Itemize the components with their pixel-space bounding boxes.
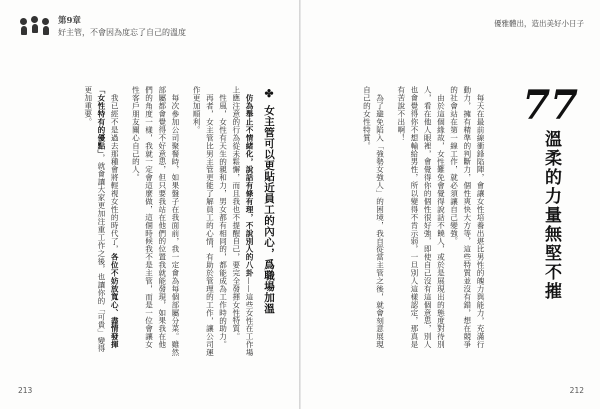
paragraph: 由於這個緣故，女性難免會覺得說話不饒人，或於是展現出的態度對待別人，看在他人眼裡，會覺得你的個性很好強，即使自己沒有這個意思，別人也會覺得你不想輸給男性，所以變得不肯示弱，一旦別人這樣認定，那真是有苦說不出啊！ xyxy=(396,86,446,349)
paragraph: 性風，女性有天生的親和力，男女都有相同的，都能成為工作時的助力。 xyxy=(218,93,228,348)
essay-title: 溫柔的力量無堅不摧 xyxy=(541,130,561,301)
essay-number: 77 xyxy=(522,82,578,129)
paragraph: 仿為舉止不情緒化，說話有條有理，不說別人的八卦——這些女性在工作場上應注意的行為從未鬆懈，而且我也不提醒自己，要完全發揮女性特質。 xyxy=(231,86,254,356)
left-page-header xyxy=(18,16,186,42)
paragraph: 再者，女主管比男主管更能了解員工的心情，有助於管理的工作，讓公司運作更加順利。 xyxy=(192,86,215,356)
right-page xyxy=(301,0,600,409)
paragraph: 為了避免陷入「強勢女強人」的困境，我自從當主管之後，就會刻意展現自己的女性特質。 xyxy=(362,86,385,348)
right-page-header: 優雅體出，造出美好小日子 xyxy=(494,19,584,28)
left-page-body xyxy=(28,86,256,356)
chapter-label: 第9章 xyxy=(58,16,81,26)
page-number-left: 213 xyxy=(18,386,33,395)
paragraph: 每次參加公司聚餐時，如果盤子在我面前，我一定會為每個部屬分菜。雖然部屬都會覺得不好意思，但只要我站在他們的位置我就能發現，如果我在他們的角度一樣，我就一定會這麼做，這個時候我不是主管，而是一位會讓女性客戶朋友關心自己的人。 xyxy=(131,86,180,356)
paragraph: 每天在最前線衝鋒陷陣，會讓女性培養出堪比男性的魄力與能力，充滿行動力，擁有精準的判斷力，個性爽快大方等，這些特質並沒有錯，想在競爭的社會站在第一線工作，就必須讓自己變強。 xyxy=(449,86,485,349)
section-heading: ✤ 女主管可以更貼近員工的內心，爲職場加溫 xyxy=(263,88,275,314)
chapter-figures-icon xyxy=(18,16,52,42)
right-page-body xyxy=(319,86,487,351)
left-page xyxy=(0,0,299,409)
chapter-subtitle: 好主管，不會因為度忘了自己的溫度 xyxy=(58,28,186,37)
paragraph: 我已經不是過去那種會將輕視女性的時代了，各位不妨放寬心、盡情發揮「女性特有的優點」，就會讓大家更加注重工作之後，也讓你的「可貴」變得更加重要。 xyxy=(83,86,120,353)
page-number-right: 212 xyxy=(569,386,584,395)
